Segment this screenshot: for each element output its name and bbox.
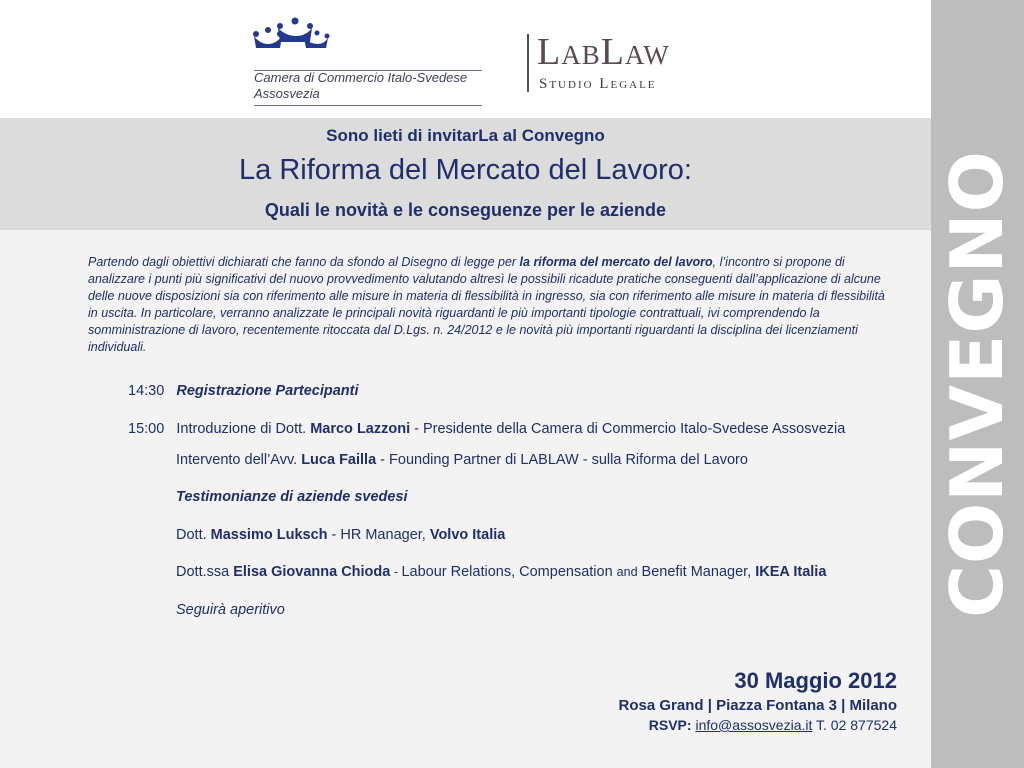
lablaw-subtitle: Studio Legale: [539, 76, 657, 92]
agenda-text: - Presidente della Camera di Commercio Italo-Svedese Assosvezia: [410, 421, 846, 437]
crowns-icon: [250, 14, 330, 58]
testimonials-heading: Testimonianze di aziende svedesi: [176, 489, 408, 505]
agenda-text: - Founding Partner di LABLAW - sulla Riforma del Lavoro: [376, 452, 748, 468]
aperitivo-note: Seguirà aperitivo: [176, 602, 285, 618]
speaker-name: Massimo Luksch: [210, 527, 328, 543]
speaker-name: Marco Lazzoni: [310, 421, 411, 437]
speaker-name: Elisa Giovanna Chioda: [233, 564, 391, 580]
agenda-text: Introduzione di Dott.: [176, 421, 311, 437]
agenda-text: Intervento dell’Avv.: [176, 452, 302, 468]
rsvp-line: [649, 717, 897, 733]
agenda-item-registration: [128, 383, 359, 399]
agenda-dash: -: [390, 565, 402, 579]
agenda-item-intervento: [176, 452, 748, 468]
agenda-label: Registrazione Partecipanti: [176, 383, 359, 399]
invitation-line: Sono lieti di invitarLa al Convegno: [326, 126, 605, 145]
lablaw-logo: [527, 32, 797, 94]
page-subtitle: Quali le novità e le conseguenze per le aziende: [264, 200, 667, 220]
lablaw-name: LabLaw: [537, 31, 670, 73]
company-name: Volvo Italia: [429, 527, 506, 543]
company-name: IKEA Italia: [755, 564, 827, 580]
agenda-item-speaker2: [176, 564, 826, 580]
agenda-text: - HR Manager,: [327, 527, 430, 543]
intro-highlight: la riforma del mercato del lavoro: [519, 255, 713, 269]
agenda-item-introduction: [128, 421, 845, 437]
agenda-time: 15:00: [128, 421, 165, 437]
logo-divider: [527, 34, 529, 92]
agenda-and: and: [616, 565, 638, 579]
speaker-name: Luca Failla: [301, 452, 377, 468]
agenda-time: 14:30: [128, 383, 165, 399]
rsvp-email-link[interactable]: info@assosvezia.it: [695, 717, 813, 733]
agenda-text: Labour Relations, Compensation: [401, 564, 617, 580]
event-venue: Rosa Grand | Piazza Fontana 3 | Milano: [618, 697, 897, 714]
agenda-text: Dott.ssa: [176, 564, 234, 580]
page-title: La Riforma del Mercato del Lavoro:: [239, 154, 692, 186]
rsvp-label: RSVP:: [648, 717, 692, 733]
intro-paragraph: [88, 254, 888, 356]
agenda-item-speaker1: [176, 527, 505, 543]
intro-text-1: Partendo dagli obiettivi dichiarati che fanno da sfondo al Disegno di legge per: [88, 255, 520, 269]
logo-rule-bottom: [254, 105, 482, 106]
rsvp-phone: T. 02 877524: [812, 717, 897, 733]
agenda-text: Dott.: [176, 527, 211, 543]
logo-text-line1: Camera di Commercio Italo-Svedese: [254, 70, 468, 85]
intro-text-2: , l’incontro si propone di analizzare i punti più significativi del nuovo provvedimento valutando altresì le possibili ricadute pratiche conseguenti dall’applicazione di alcune delle nuove disposizioni sia con riferimento alle misure in materia di flessibilità in ingresso, sia con riferimento alle misure in materia di flessibilità in uscita. In particolare, verranno analizzate le principali novità riguardanti le più importanti tipologie contrattuali, ivi comprendendo la somministrazione di lavoro, recentemente ritoccata dal D.Lgs. n. 24/2012 e le novità più importanti riguardanti la disciplina dei licenziamenti individuali.: [88, 255, 885, 354]
side-label: CONVEGNO: [935, 150, 1019, 618]
assosvezia-logo: [250, 14, 490, 100]
event-date: 30 Maggio 2012: [734, 668, 897, 693]
logo-text-line2: Assosvezia: [254, 86, 320, 101]
agenda-text: Benefit Manager,: [637, 564, 756, 580]
